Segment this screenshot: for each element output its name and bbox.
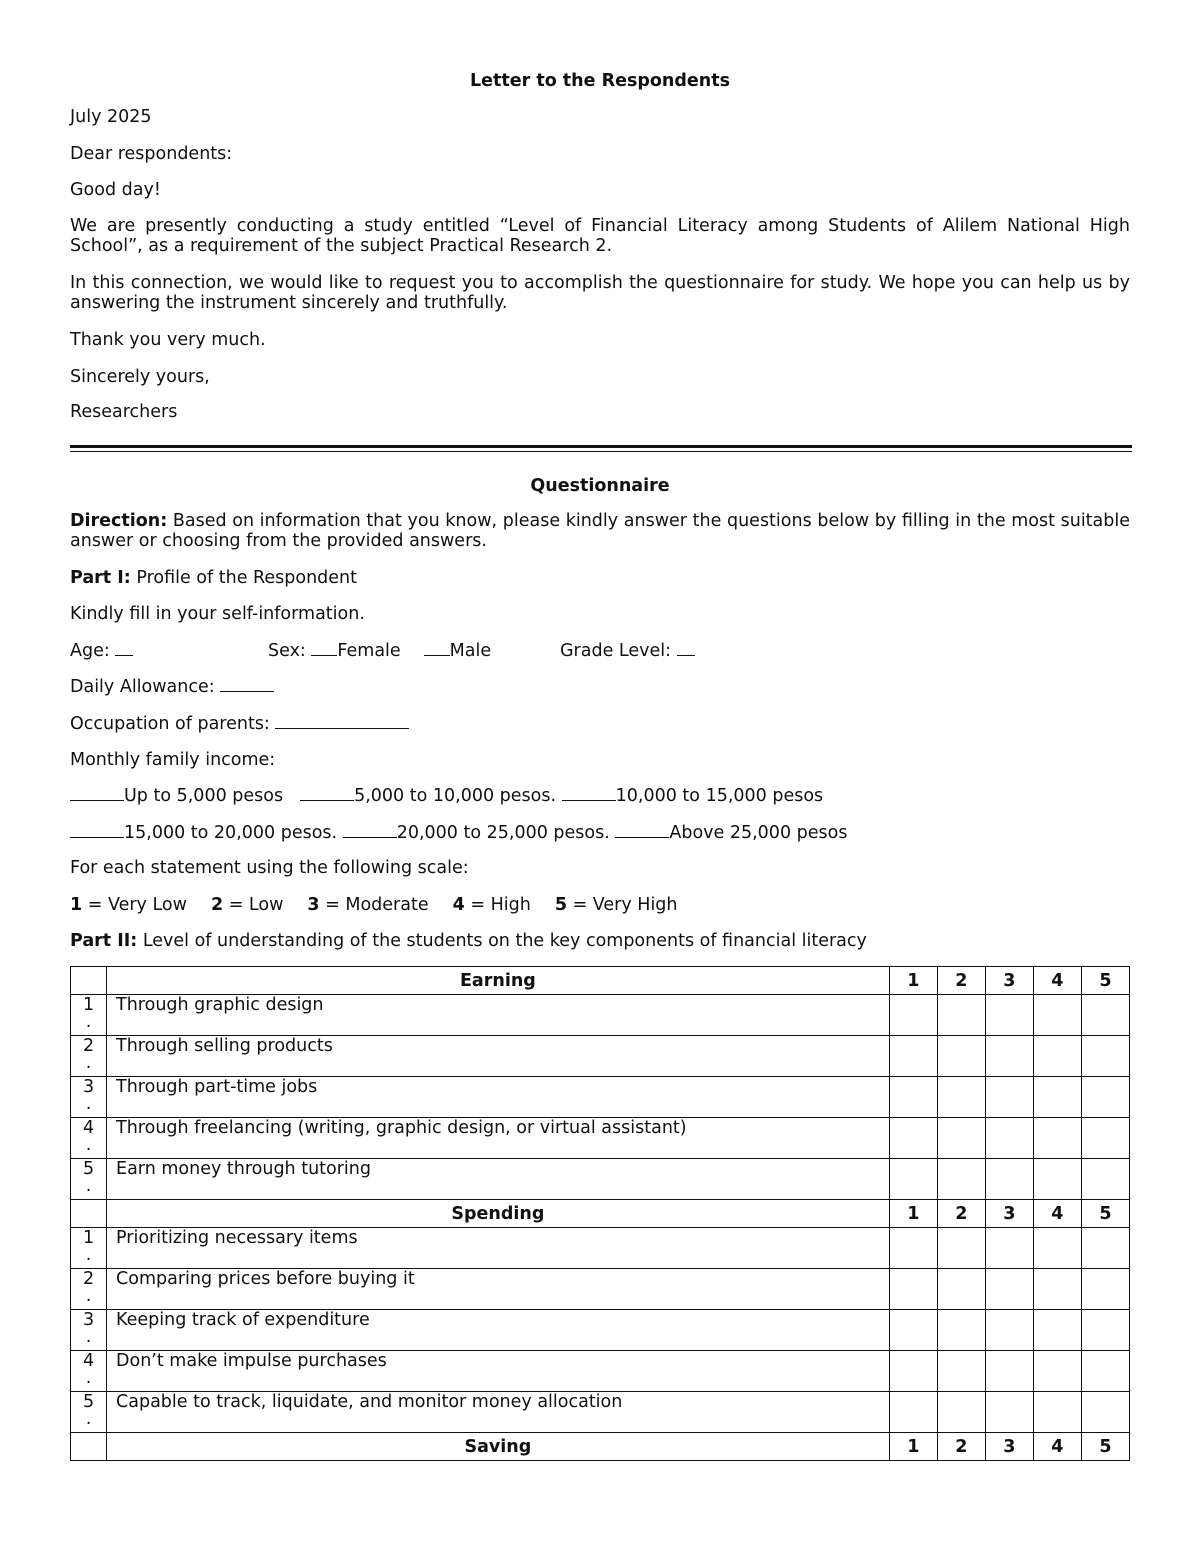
statement-cell: Keeping track of expenditure	[107, 1310, 890, 1351]
scale-header-cell: 3	[985, 967, 1033, 995]
statement-cell: Earn money through tutoring	[107, 1159, 890, 1200]
rating-cell[interactable]	[985, 1077, 1033, 1118]
income-blank[interactable]	[70, 823, 124, 838]
scale-header-cell: 1	[889, 967, 937, 995]
rating-cell[interactable]	[937, 1077, 985, 1118]
part2-heading	[70, 931, 1130, 951]
section-title: Earning	[107, 967, 890, 995]
table-row	[71, 1392, 1130, 1433]
rating-cell[interactable]	[1033, 1077, 1081, 1118]
questionnaire-title: Questionnaire	[530, 476, 670, 496]
table-row	[71, 1269, 1130, 1310]
rating-cell[interactable]	[985, 1036, 1033, 1077]
part1-heading	[70, 568, 1130, 588]
rating-cell[interactable]	[1081, 1269, 1129, 1310]
letter-closing: Sincerely yours,	[70, 367, 210, 387]
table-row	[71, 1351, 1130, 1392]
allowance-label: Daily Allowance:	[70, 677, 221, 697]
age-blank[interactable]	[115, 641, 133, 656]
item-number-cell	[71, 1118, 107, 1159]
rating-cell[interactable]	[937, 1392, 985, 1433]
statement-cell: Through freelancing (writing, graphic design, or virtual assistant)	[107, 1118, 890, 1159]
scale-intro: For each statement using the following scale:	[70, 858, 469, 878]
income-option[interactable]	[615, 823, 847, 843]
occupation-label: Occupation of parents:	[70, 714, 276, 734]
statement-cell: Don’t make impulse purchases	[107, 1351, 890, 1392]
female-blank[interactable]	[311, 641, 337, 656]
rating-cell[interactable]	[889, 1351, 937, 1392]
rating-cell[interactable]	[1033, 1269, 1081, 1310]
part1-label: Part I:	[70, 568, 131, 588]
item-number-dot: .	[85, 1012, 92, 1032]
scale-header-cell: 2	[937, 967, 985, 995]
income-blank[interactable]	[300, 786, 354, 801]
scale-header-cell: 3	[985, 1433, 1033, 1461]
income-options-row-1	[70, 786, 1130, 806]
rating-cell[interactable]	[889, 1228, 937, 1269]
rating-cell[interactable]	[1033, 995, 1081, 1036]
income-option-label: Up to 5,000 pesos	[124, 786, 284, 806]
section-header-row	[71, 1433, 1130, 1461]
rating-cell[interactable]	[985, 1269, 1033, 1310]
scale-item-5	[555, 895, 678, 915]
part2-label: Part II:	[70, 931, 138, 951]
scale-number: 5	[554, 895, 567, 915]
age-label: Age:	[70, 641, 116, 661]
scale-header-cell: 5	[1081, 1433, 1129, 1461]
scale-label: = Moderate	[319, 895, 429, 915]
item-number-dot: .	[85, 1094, 92, 1114]
income-label: Monthly family income:	[70, 750, 276, 770]
grade-label: Grade Level:	[560, 641, 677, 661]
allowance-blank[interactable]	[220, 677, 274, 692]
scale-label: = High	[464, 895, 531, 915]
scale-label: = Low	[223, 895, 284, 915]
income-blank[interactable]	[70, 786, 124, 801]
scale-header-cell: 1	[889, 1433, 937, 1461]
scale-number: 4	[452, 895, 465, 915]
income-option-label: Above 25,000 pesos	[669, 823, 848, 843]
income-blank[interactable]	[615, 823, 669, 838]
rating-cell[interactable]	[889, 1036, 937, 1077]
section-divider	[70, 445, 1132, 448]
rating-cell[interactable]	[985, 995, 1033, 1036]
statement-cell: Through selling products	[107, 1036, 890, 1077]
rating-cell[interactable]	[1081, 1310, 1129, 1351]
scale-header-cell: 1	[889, 1200, 937, 1228]
rating-cell[interactable]	[889, 1269, 937, 1310]
item-number: 2	[82, 1036, 95, 1056]
income-option[interactable]	[70, 823, 337, 843]
rating-cell[interactable]	[1033, 1228, 1081, 1269]
direction-label: Direction:	[70, 511, 168, 531]
item-number-dot: .	[85, 1245, 92, 1265]
rating-cell[interactable]	[1081, 1159, 1129, 1200]
part1-text: Profile of the Respondent	[130, 568, 358, 588]
scale-legend	[70, 895, 1130, 915]
table-row	[71, 1159, 1130, 1200]
sex-field	[268, 641, 491, 661]
income-option[interactable]	[300, 786, 556, 806]
item-number: 1	[82, 995, 95, 1015]
female-label: Female	[337, 641, 401, 661]
item-number: 4	[82, 1118, 95, 1138]
statement-cell: Prioritizing necessary items	[107, 1228, 890, 1269]
header-blank-cell	[71, 1200, 107, 1228]
rating-cell[interactable]	[889, 1077, 937, 1118]
item-number-cell	[71, 1077, 107, 1118]
table-row	[71, 1077, 1130, 1118]
scale-item-4	[453, 895, 531, 915]
rating-cell[interactable]	[985, 1351, 1033, 1392]
direction-text: Based on information that you know, please kindly answer the questions below by filling in the most suitable answer or choosing from the provided answers.	[70, 511, 1130, 551]
table-row	[71, 1118, 1130, 1159]
income-option[interactable]	[562, 786, 824, 806]
letter-title: Letter to the Respondents	[469, 71, 730, 91]
rating-cell[interactable]	[985, 1310, 1033, 1351]
letter-signature: Researchers	[70, 402, 178, 422]
header-blank-cell	[71, 1433, 107, 1461]
rating-cell[interactable]	[985, 1392, 1033, 1433]
item-number-cell	[71, 1269, 107, 1310]
letter-thanks: Thank you very much.	[70, 330, 266, 350]
item-number: 3	[82, 1310, 95, 1330]
grade-blank[interactable]	[677, 641, 695, 656]
table-row	[71, 1228, 1130, 1269]
rating-cell[interactable]	[1081, 1392, 1129, 1433]
letter-salutation: Dear respondents:	[70, 144, 233, 164]
income-option-label: 20,000 to 25,000 pesos.	[396, 823, 610, 843]
scale-header-cell: 4	[1033, 967, 1081, 995]
allowance-field[interactable]	[70, 677, 1130, 697]
section-header-row	[71, 1200, 1130, 1228]
item-number-dot: .	[85, 1135, 92, 1155]
scale-header-cell: 4	[1033, 1200, 1081, 1228]
rating-cell[interactable]	[889, 1392, 937, 1433]
rating-cell[interactable]	[937, 995, 985, 1036]
rating-cell[interactable]	[937, 1310, 985, 1351]
scale-header-cell: 2	[937, 1433, 985, 1461]
occupation-field[interactable]	[70, 714, 1130, 734]
statement-cell: Comparing prices before buying it	[107, 1269, 890, 1310]
income-blank[interactable]	[343, 823, 397, 838]
rating-cell[interactable]	[889, 995, 937, 1036]
income-options-row-2	[70, 823, 1130, 843]
income-option-label: 15,000 to 20,000 pesos.	[124, 823, 338, 843]
rating-cell[interactable]	[937, 1269, 985, 1310]
scale-item-1	[70, 895, 187, 915]
item-number-cell	[71, 1228, 107, 1269]
letter-paragraph-1: We are presently conducting a study entitled “Level of Financial Literacy among Students of Alilem National High School”, as a requirement of the subject Practical Research 2.	[70, 216, 1130, 256]
table-row	[71, 1310, 1130, 1351]
rating-cell[interactable]	[889, 1118, 937, 1159]
rating-cell[interactable]	[1081, 1351, 1129, 1392]
rating-cell[interactable]	[1081, 995, 1129, 1036]
table-row	[71, 1036, 1130, 1077]
grade-field[interactable]	[560, 641, 695, 661]
rating-cell[interactable]	[985, 1118, 1033, 1159]
scale-label: = Very Low	[82, 895, 187, 915]
rating-cell[interactable]	[937, 1118, 985, 1159]
scale-header-cell: 5	[1081, 1200, 1129, 1228]
rating-cell[interactable]	[937, 1036, 985, 1077]
rating-cell[interactable]	[889, 1159, 937, 1200]
item-number-cell	[71, 1392, 107, 1433]
item-number-dot: .	[85, 1327, 92, 1347]
rating-cell[interactable]	[937, 1159, 985, 1200]
scale-header-cell: 5	[1081, 967, 1129, 995]
scale-number: 2	[210, 895, 224, 915]
rating-cell[interactable]	[1033, 1392, 1081, 1433]
item-number-cell	[71, 1159, 107, 1200]
rating-cell[interactable]	[1081, 1228, 1129, 1269]
income-blank[interactable]	[562, 786, 616, 801]
income-option-label: 10,000 to 15,000 pesos	[615, 786, 824, 806]
scale-number: 1	[70, 895, 83, 915]
scale-item-2	[211, 895, 283, 915]
rating-table	[70, 966, 1130, 1461]
statement-cell: Through graphic design	[107, 995, 890, 1036]
rating-cell[interactable]	[1081, 1077, 1129, 1118]
scale-header-cell: 2	[937, 1200, 985, 1228]
rating-cell[interactable]	[937, 1351, 985, 1392]
rating-cell[interactable]	[985, 1159, 1033, 1200]
rating-cell[interactable]	[889, 1310, 937, 1351]
letter-date: July 2025	[70, 107, 152, 127]
sex-label: Sex:	[268, 641, 312, 661]
rating-cell[interactable]	[1033, 1036, 1081, 1077]
item-number-dot: .	[85, 1286, 92, 1306]
rating-cell[interactable]	[1033, 1310, 1081, 1351]
scale-number: 3	[307, 895, 320, 915]
item-number-dot: .	[85, 1368, 92, 1388]
rating-cell[interactable]	[1081, 1118, 1129, 1159]
letter-greeting: Good day!	[70, 180, 161, 200]
item-number: 2	[82, 1269, 95, 1289]
age-field[interactable]	[70, 641, 133, 661]
income-option[interactable]	[70, 786, 283, 806]
scale-header-cell: 4	[1033, 1433, 1081, 1461]
item-number-cell	[71, 995, 107, 1036]
rating-cell[interactable]	[1033, 1159, 1081, 1200]
male-label: Male	[449, 641, 492, 661]
occupation-blank[interactable]	[275, 714, 409, 729]
header-blank-cell	[71, 967, 107, 995]
scale-header-cell: 3	[985, 1200, 1033, 1228]
direction-paragraph	[70, 511, 1130, 551]
section-title: Spending	[107, 1200, 890, 1228]
profile-instruction: Kindly fill in your self-information.	[70, 604, 365, 624]
table-row	[71, 995, 1130, 1036]
item-number-dot: .	[85, 1176, 92, 1196]
section-title: Saving	[107, 1433, 890, 1461]
item-number-cell	[71, 1351, 107, 1392]
rating-cell[interactable]	[1033, 1118, 1081, 1159]
item-number-dot: .	[85, 1409, 92, 1429]
male-blank[interactable]	[424, 641, 450, 656]
rating-cell[interactable]	[985, 1228, 1033, 1269]
item-number: 4	[82, 1351, 95, 1371]
section-header-row	[71, 967, 1130, 995]
item-number-cell	[71, 1036, 107, 1077]
income-option[interactable]	[343, 823, 610, 843]
statement-cell: Through part-time jobs	[107, 1077, 890, 1118]
section-divider-thin	[70, 451, 1132, 452]
part2-text: Level of understanding of the students on the key components of financial literacy	[137, 931, 867, 951]
item-number: 3	[82, 1077, 95, 1097]
item-number: 5	[82, 1159, 95, 1179]
item-number-cell	[71, 1310, 107, 1351]
letter-paragraph-2: In this connection, we would like to request you to accomplish the questionnaire for study. We hope you can help us by answering the instrument sincerely and truthfully.	[70, 273, 1130, 313]
item-number: 1	[82, 1228, 95, 1248]
statement-cell: Capable to track, liquidate, and monitor money allocation	[107, 1392, 890, 1433]
rating-cell[interactable]	[1033, 1351, 1081, 1392]
rating-cell[interactable]	[937, 1228, 985, 1269]
scale-item-3	[307, 895, 428, 915]
item-number-dot: .	[85, 1053, 92, 1073]
scale-label: = Very High	[567, 895, 678, 915]
rating-cell[interactable]	[1081, 1036, 1129, 1077]
income-option-label: 5,000 to 10,000 pesos.	[354, 786, 557, 806]
item-number: 5	[82, 1392, 95, 1412]
